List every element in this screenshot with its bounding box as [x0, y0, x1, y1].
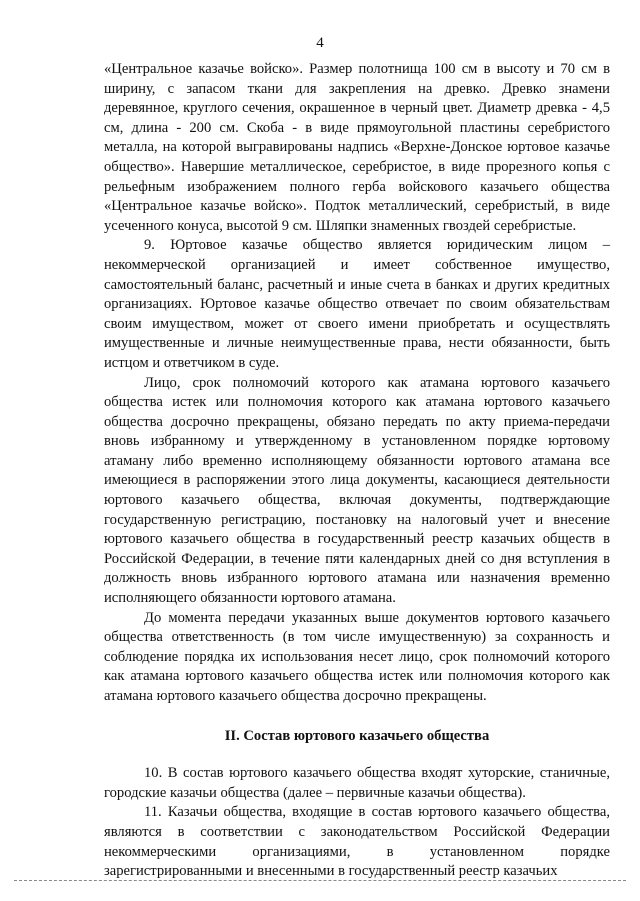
- document-body: [104, 60, 610, 882]
- page-number: 4: [316, 35, 324, 51]
- paragraph-9: 9. Юртовое казачье общество является юридическим лицом – некоммерческой организацией и имеет собственное имущество, самостоятельный баланс, расчетный и иные счета в банках и других кредитных организациях. Юртовое казачье общество отвечает по своим обязательствам своим имуществом, может от своего имени приобретать и осуществлять имущественные и личные неимущественные права, нести обязанности, быть истцом и ответчиком в суде.: [104, 237, 610, 371]
- section-heading: II. Состав юртового казачьего общества: [224, 727, 490, 744]
- paragraph-banner-description: «Центральное казачье войско». Размер полотнища 100 см в высоту и 70 см в ширину, с запасом ткани для закрепления на древко. Древко знамени деревянное, круглого сечения, окрашенное в черный цвет. Диаметр древка - 4,5 см, длина - 200 см. Скоба - в виде прямоугольной пластины серебристого металла, на которой выгравированы надпись «Верхне-Донское юртовое казачье общество». Навершие металлическое, серебристое, в виде прорезного копья с рельефным изображением полного герба войскового казачьего общества «Центральное казачье войско». Подток металлический, серебристый, в виде усеченного конуса, высотой 9 см. Шляпки знаменных гвоздей серебристые.: [104, 61, 610, 234]
- paragraph-11: 11. Казачьи общества, входящие в состав юртового казачьего общества, являются в соответствии с законодательством Российской Федерации некоммерческими организациями, в установленном порядке зарегистрированными и внесенными в государственный реестр казачьих: [104, 804, 610, 880]
- bottom-scan-edge: [14, 880, 626, 881]
- paragraph-9-responsibility: До момента передачи указанных выше документов юртового казачьего общества ответственность (в том числе имущественную) за сохранность и соблюдение порядка их использования несет лицо, срок полномочий которого как атамана юртового казачьего общества истек или полномочия которого как атамана юртового казачьего общества досрочно прекращены.: [104, 609, 610, 704]
- paragraph-9-document-transfer: Лицо, срок полномочий которого как атамана юртового казачьего общества истек или полномочия которого как атамана юртового казачьего общества досрочно прекращены, обязано передать по акту приема-передачи вновь избранному и утвержденному в установленном порядке юртовому атаману либо временно исполняющему обязанности юртового атамана все имеющиеся в распоряжении этого лица документы, касающиеся деятельности юртового казачьего общества, включая документы, подтверждающие государственную регистрацию, постановку на налоговый учет и внесение юртового казачьего общества в государственный реестр казачьих обществ в Российской Федерации, в течение пяти календарных дней со дня вступления в должность вновь избранного юртового атамана или назначения временно исполняющего обязанности юртового атамана.: [104, 374, 610, 607]
- paragraph-10: 10. В состав юртового казачьего общества входят хуторские, станичные, городские казачьи общества (далее – первичные казачьи общества).: [104, 765, 610, 801]
